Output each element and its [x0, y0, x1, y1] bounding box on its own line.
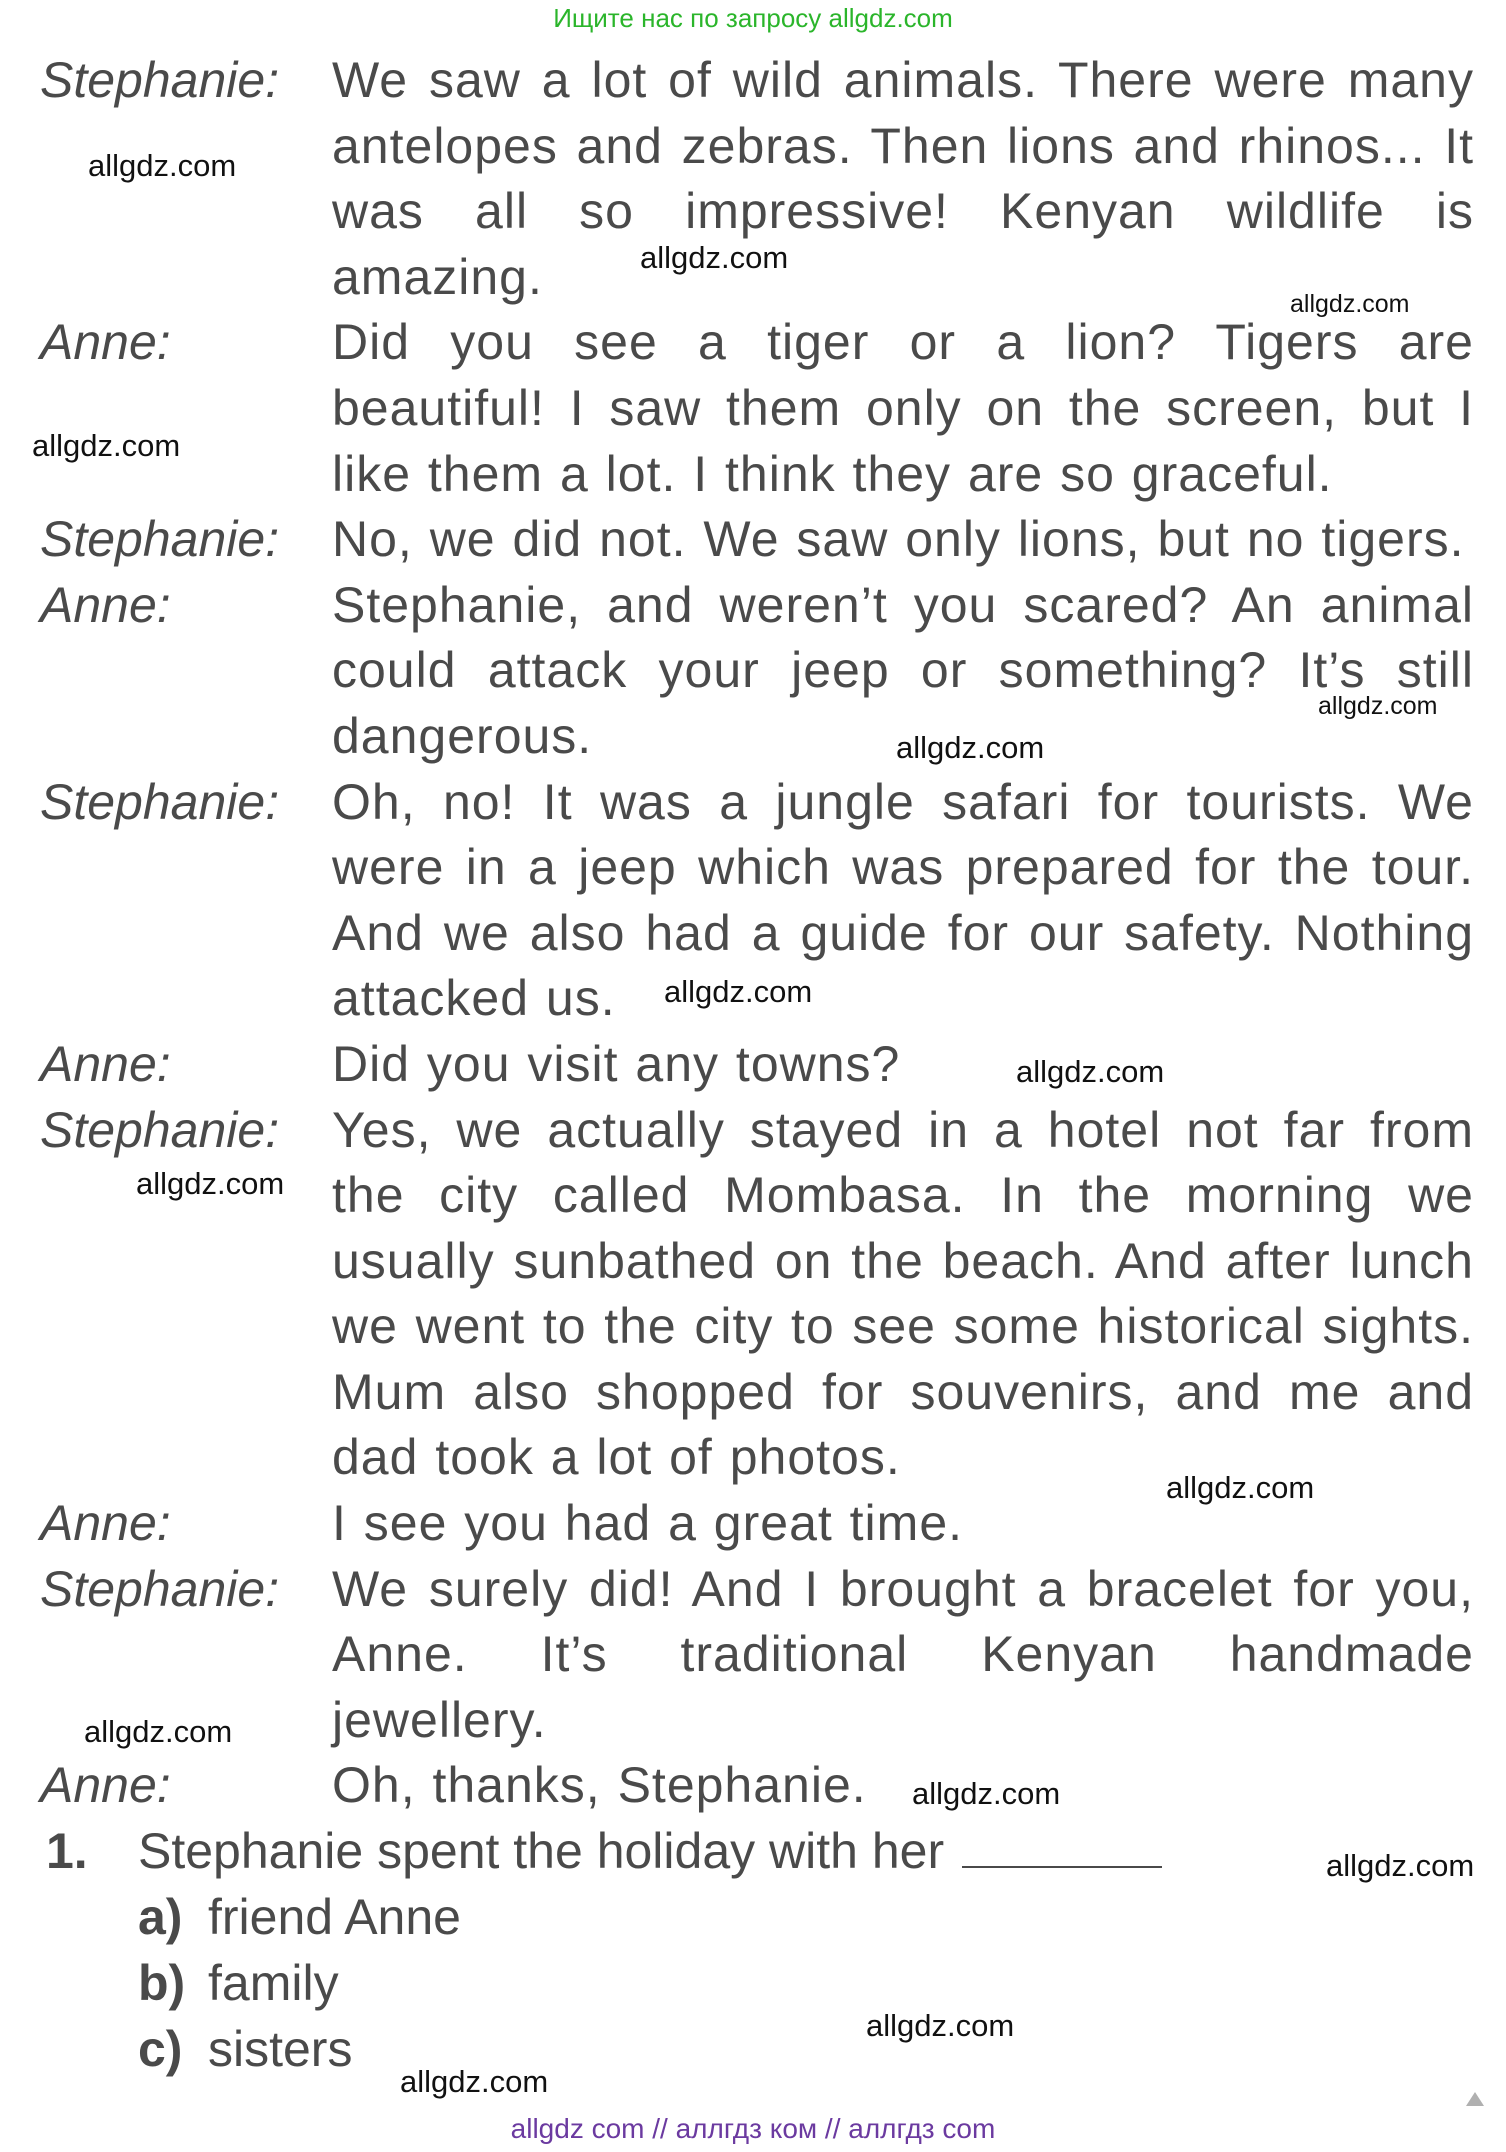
- answer-blank: [962, 1826, 1162, 1868]
- option-text: sisters: [208, 2021, 353, 2077]
- scroll-up-icon[interactable]: [1466, 2092, 1484, 2106]
- speaker-name: Stephanie:: [40, 511, 280, 568]
- answer-option: [46, 1950, 1162, 2016]
- speech-text: No, we did not. We saw only lions, but no tigers.: [332, 511, 1465, 568]
- watermark: allgdz.com: [664, 974, 813, 1009]
- speaker-name: Stephanie:: [40, 773, 280, 830]
- option-letter: a): [138, 1889, 183, 1945]
- watermark: allgdz.com: [1166, 1470, 1315, 1505]
- speech-text: We surely did! And I brought a bracelet for you, Anne. It’s traditional Kenyan handmade jewellery.: [332, 1560, 1474, 1748]
- speaker-name: Anne:: [40, 576, 171, 633]
- dialogue-line: [40, 1098, 1474, 1492]
- question-stem: [46, 1818, 1162, 1884]
- speaker-name: Anne:: [40, 314, 171, 371]
- watermark: allgdz.com: [1326, 1848, 1475, 1883]
- watermark: allgdz.com: [88, 148, 237, 183]
- answer-option: [46, 1884, 1162, 1950]
- speech-text: Oh, thanks, Stephanie.: [332, 1757, 867, 1814]
- watermark: allgdz.com: [136, 1166, 285, 1201]
- dialogue-line: [40, 1557, 1474, 1754]
- watermark: allgdz.com: [1290, 290, 1410, 318]
- top-search-link[interactable]: Ищите нас по запросу allgdz.com: [553, 3, 953, 33]
- option-letter: b): [138, 1955, 186, 2011]
- dialogue-line: [40, 507, 1474, 573]
- speaker-name: Anne:: [40, 1757, 171, 1814]
- speech-text: I see you had a great time.: [332, 1495, 964, 1552]
- watermark: allgdz.com: [866, 2008, 1015, 2043]
- speech-text: Stephanie, and weren’t you scared? An animal could attack your jeep or something? It’s still dangerous.: [332, 576, 1474, 764]
- speaker-name: Stephanie:: [40, 52, 280, 108]
- question-text: Stephanie spent the holiday with her: [138, 1823, 945, 1879]
- watermark: allgdz.com: [400, 2064, 549, 2099]
- footer-links[interactable]: allgdz com // аллгдз ком // аллгдз com: [510, 2113, 996, 2144]
- speech-text: Did you see a tiger or a lion? Tigers are beautiful! I saw them only on the screen, but I like them a lot. I think they are so graceful.: [332, 314, 1474, 502]
- speech-text: Yes, we actually stayed in a hotel not far from the city called Mombasa. In the morning we usually sunbathed on the beach. And after lunch we went to the city to see some historical sights. Mum also shopped for souvenirs, and me and dad took a lot of photos.: [332, 1101, 1474, 1486]
- speech-text: Oh, no! It was a jungle safari for tourists. We were in a jeep which was prepared for the tour. And we also had a guide for our safety. Nothing attacked us.: [332, 773, 1474, 1027]
- speaker-name: Stephanie:: [40, 1101, 280, 1158]
- speaker-name: Stephanie:: [40, 1560, 280, 1617]
- speaker-name: Anne:: [40, 1035, 171, 1092]
- option-text: friend Anne: [208, 1889, 461, 1945]
- option-text: family: [208, 1955, 339, 2011]
- watermark: allgdz.com: [912, 1776, 1061, 1811]
- speech-text: Did you visit any towns?: [332, 1035, 901, 1092]
- dialogue-text: [40, 48, 1474, 1819]
- dialogue-line: [40, 1753, 1474, 1819]
- watermark: allgdz.com: [84, 1714, 233, 1749]
- watermark: allgdz.com: [1016, 1054, 1165, 1089]
- watermark: allgdz.com: [896, 730, 1045, 765]
- question-number: 1.: [46, 1823, 88, 1879]
- dialogue-line: [40, 1032, 1474, 1098]
- dialogue-line: [40, 573, 1474, 770]
- watermark: allgdz.com: [640, 240, 789, 275]
- watermark: allgdz.com: [32, 428, 181, 463]
- speech-text: We saw a lot of wild animals. There were many antelopes and zebras. Then lions and rhinos... It was all so impressive! Kenyan wildlife is amazing.: [332, 52, 1474, 305]
- speaker-name: Anne:: [40, 1495, 171, 1552]
- dialogue-line: [40, 310, 1474, 507]
- watermark: allgdz.com: [1318, 692, 1438, 720]
- option-letter: c): [138, 2021, 183, 2077]
